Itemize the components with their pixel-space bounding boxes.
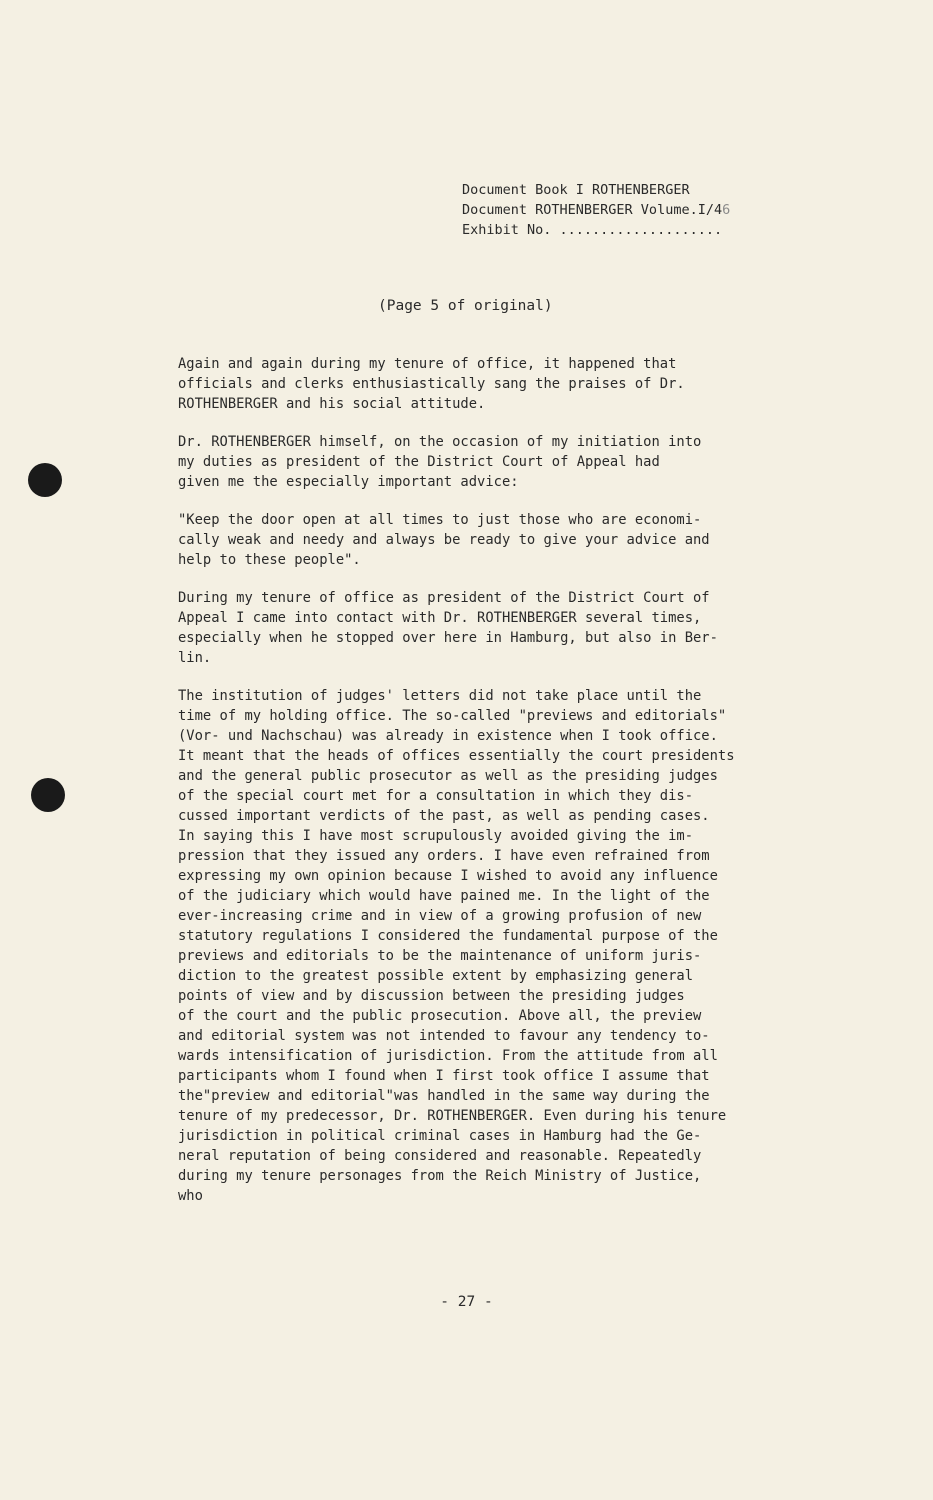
paragraph: The institution of judges' letters did not take place until the time of my holding office. The so-called "previews and editorials" (Vor- und Nachschau) was already in existence when I took office. It meant that the heads of offices essentially the court presidents and the general public prosecutor as well as the presiding judges of the special court met for a consultation in which they dis- cussed important verdicts of the past, as well as pending cases. In saying this I have most scrupulously avoided giving the im- pression that they issued any orders. I have even refrained from expressing my own opinion because I wished to avoid any influence of the judiciary which would have pained me. In the light of the ever-increasing crime and in view of a growing profusion of new statutory regulations I considered the fundamental purpose of the previews and editorials to be the maintenance of uniform juris- diction to the greatest possible extent by emphasizing general points of view and by discussion between the presiding judges of the court and the public prosecution. Above all, the preview and editorial system was not intended to favour any tendency to- wards intensification of jurisdiction. From the attitude from all participants whom I found when I first took office I assume that the"preview and editorial"was handled in the same way during the tenure of my predecessor, Dr. ROTHENBERGER. Even during his tenure jurisdiction in political criminal cases in Hamburg had the Ge- neral reputation of being considered and reasonable. Repeatedly during my tenure personages from the Reich Ministry of Justice, who [178,688,735,1204]
paragraph: During my tenure of office as president of the District Court of Appeal I came into contact with Dr. ROTHENBERGER several times, especially when he stopped over here in Hamburg, but also in Ber- lin. [178,590,718,666]
punch-hole-top [28,463,62,497]
document-body [178,354,828,1206]
document-header [462,180,730,240]
page-number: - 27 - [440,1294,493,1310]
paragraph: Dr. ROTHENBERGER himself, on the occasion of my initiation into my duties as president of the District Court of Appeal had given me the especially important advice: [178,434,702,490]
volume-handwritten: 6 [722,202,731,218]
header-line-2: Document ROTHENBERGER Volume.I/4 [462,202,723,218]
punch-hole-bottom [31,778,65,812]
paragraph: "Keep the door open at all times to just those who are economi- cally weak and needy and always be ready to give your advice and help to these people". [178,512,710,568]
header-line-3: Exhibit No. .................... [462,222,723,238]
header-line-1: Document Book I ROTHENBERGER [462,182,690,198]
paragraph: Again and again during my tenure of office, it happened that officials and clerks enthusiastically sang the praises of Dr. ROTHENBERGER and his social attitude. [178,356,685,412]
page-reference: (Page 5 of original) [378,298,553,314]
